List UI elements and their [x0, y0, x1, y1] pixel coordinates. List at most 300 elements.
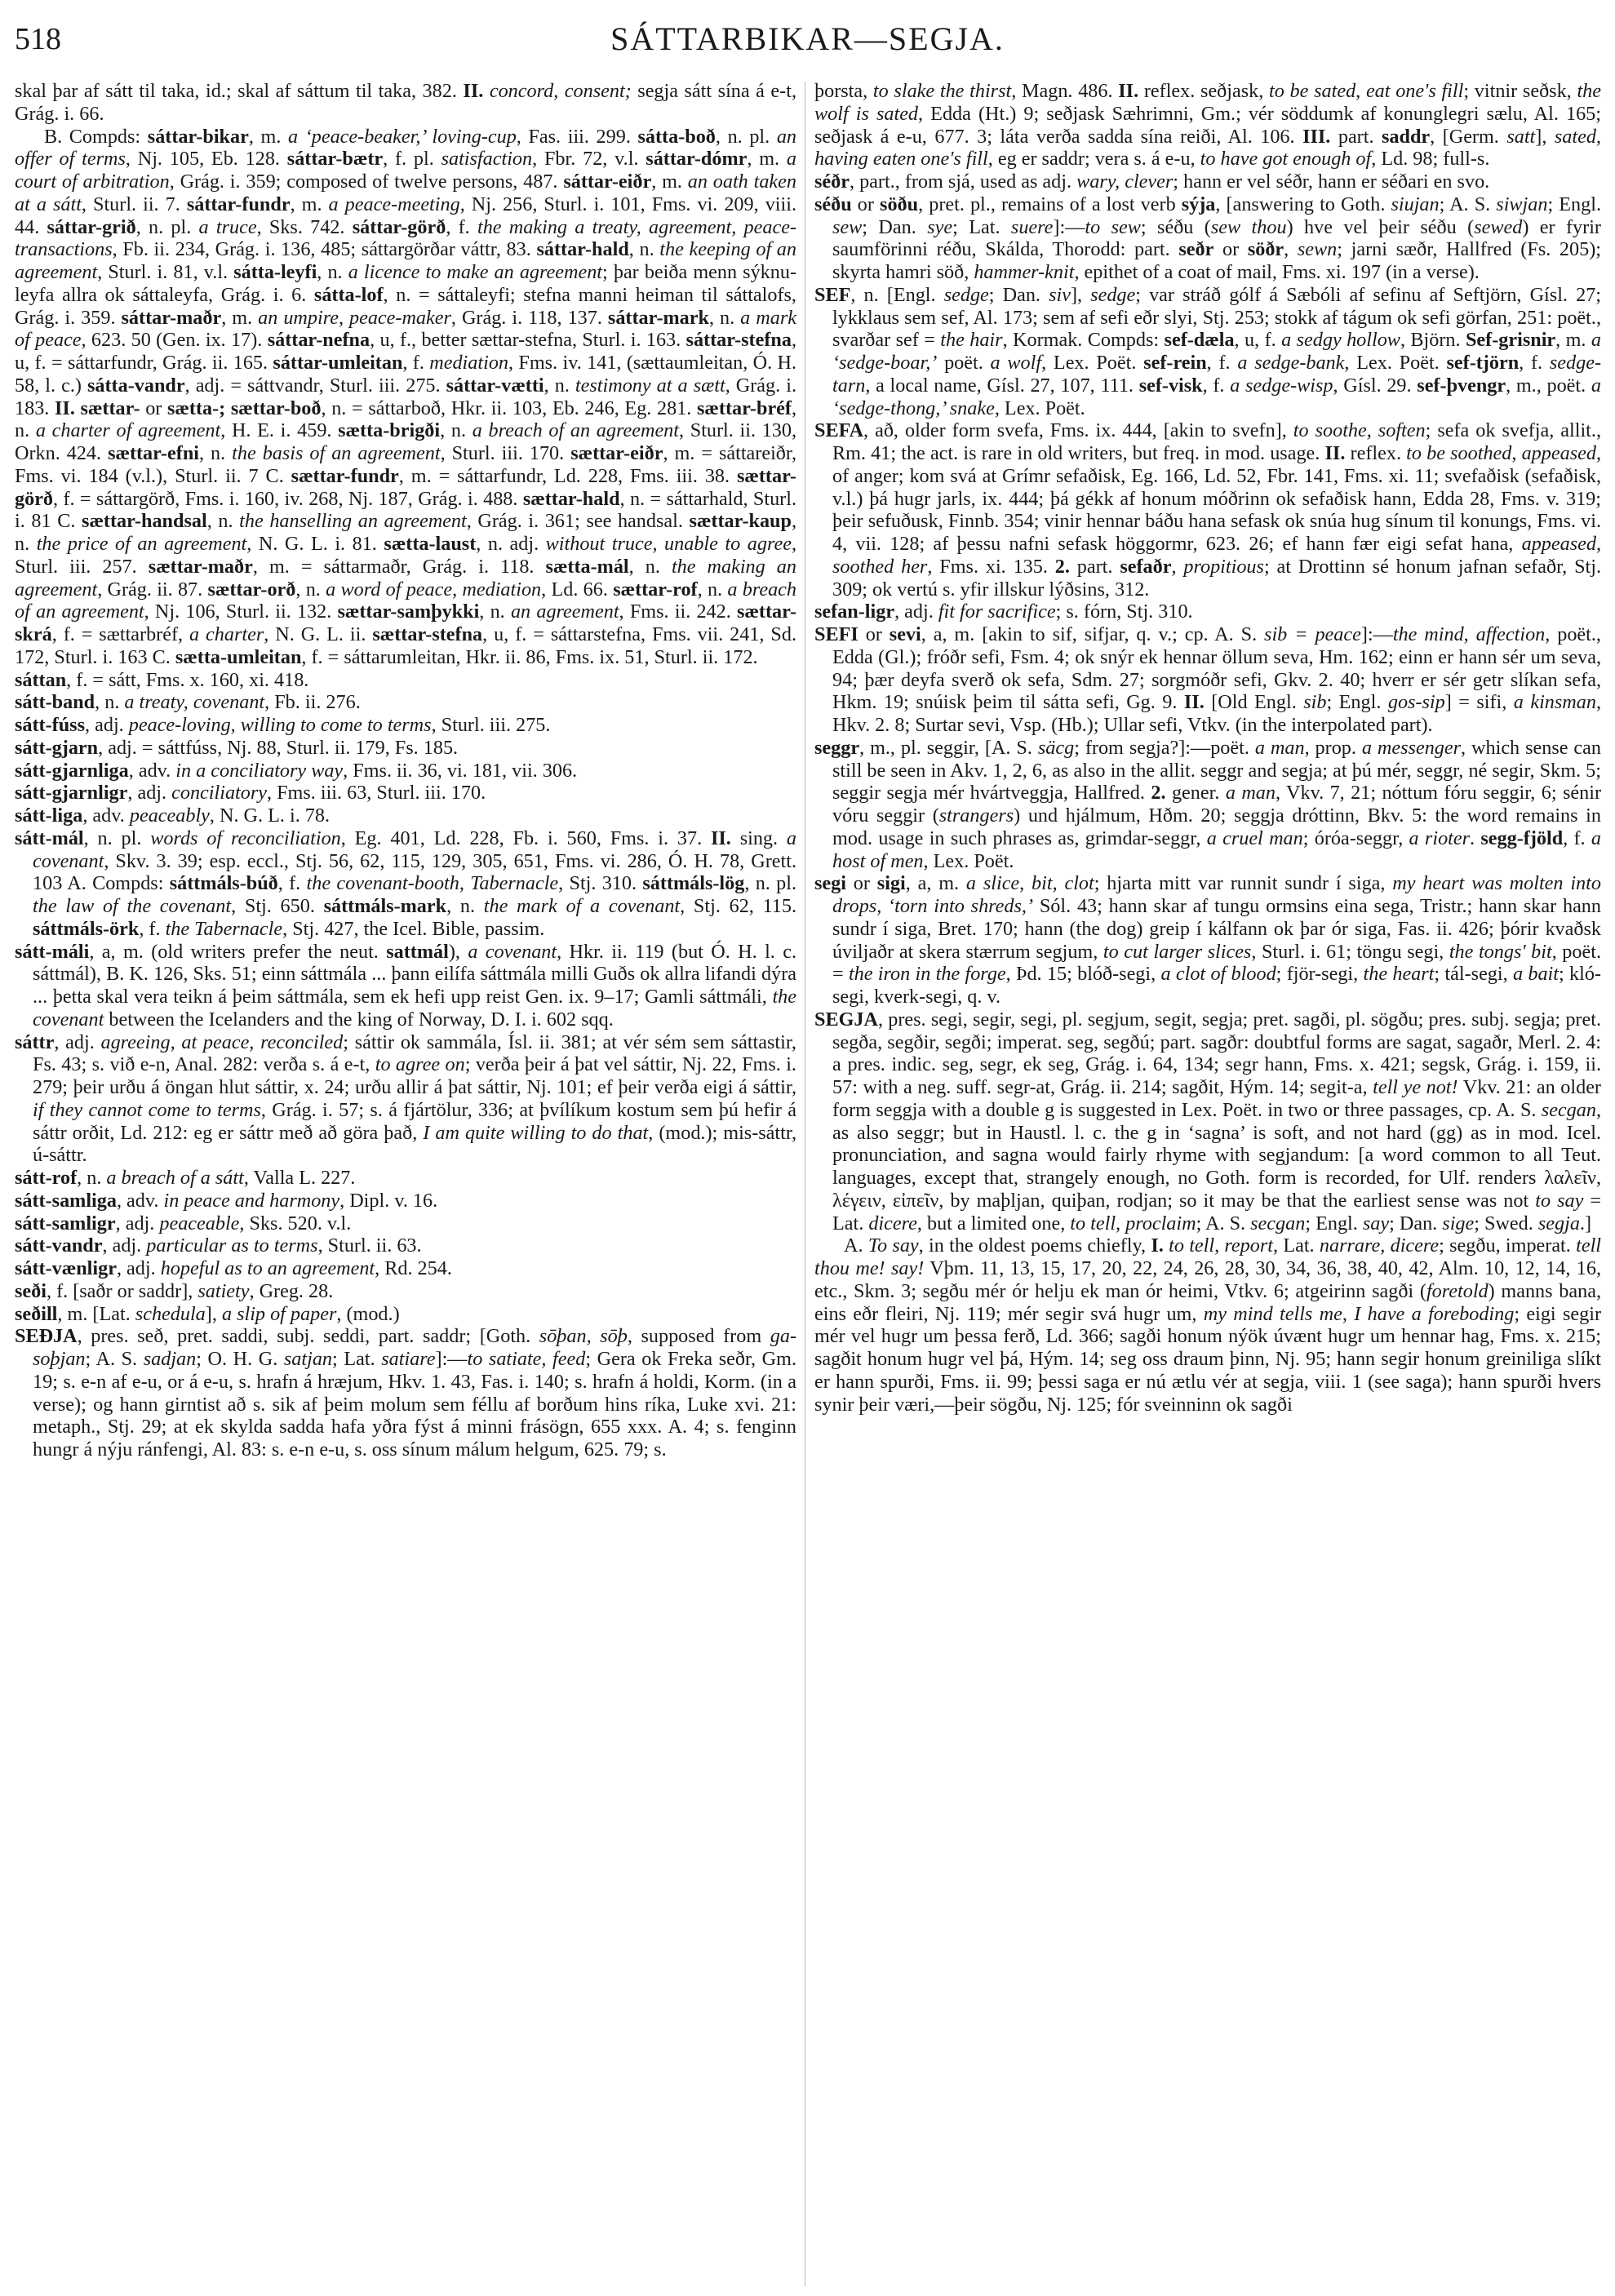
definition: the iron in the forge: [848, 963, 1006, 986]
entry-text: , Stj. 62, 115.: [680, 895, 797, 917]
headword: sátt-mál: [15, 827, 84, 849]
entry-text: , Sturl. iii. 170.: [440, 442, 571, 464]
entry-text: ; fjör-segi,: [1276, 963, 1364, 986]
headword: seggr: [814, 736, 860, 759]
definition: a slice, bit, clot: [965, 872, 1094, 895]
headword: sættar-handsal: [82, 510, 207, 533]
headword: sef-rein: [1143, 352, 1207, 374]
definition: siv: [1049, 283, 1071, 306]
definition: sewn: [1297, 238, 1338, 261]
definition: sōþan, sōþ: [539, 1325, 628, 1348]
headword: sátta-lof: [313, 283, 384, 306]
definition: the price of an agreement: [36, 533, 247, 555]
headword: SEÐJA: [15, 1325, 78, 1348]
definition: secgan: [1541, 1098, 1596, 1121]
entry-text: ; Dan.: [988, 283, 1049, 306]
entry-text: , part., from sjá, used as adj.: [849, 171, 1077, 193]
entry-text: or: [851, 193, 881, 215]
headword: sáttar-maðr: [121, 306, 222, 329]
definition: a ‘sedge-boar,’: [832, 329, 1601, 374]
definition: to cut larger slices: [1103, 940, 1252, 963]
entry-text: , Sturl. iii. 275.: [431, 714, 551, 736]
entry-text: ; þar beiða menn sýknu-leyfa allra ok sáttaleyfa, Grág. i. 6.: [15, 261, 797, 306]
dictionary-entry: [15, 1325, 796, 1461]
definition: a ‘peace-beaker,’ loving-cup: [287, 125, 517, 148]
headword: sætta-; sættar-boð: [167, 397, 322, 419]
entry-text: , Edda (Ht.) 9; seðjask Sæhrimni, Gm.; vér söddumk af konunglegri sælu, Al. 165; seðjask á e-u, 677. 3; láta verða sadda sína reiði, Al. 106.: [814, 102, 1601, 148]
definition: schedula: [135, 1302, 206, 1325]
entry-text: , f.: [446, 215, 477, 238]
entry-text: ,: [1171, 555, 1184, 578]
definition: an umpire, peace-maker: [258, 306, 451, 329]
headword: sáttr: [15, 1031, 55, 1053]
entry-text: ; sefa ok svefja, allit., Rm. 41; the act. is rare in old writers, but freq. in mod. usage.: [832, 419, 1601, 464]
definition: To say: [867, 1234, 919, 1257]
headword: segi: [814, 872, 846, 895]
entry-text: ; séðu (: [1140, 215, 1211, 238]
definition: the hair: [940, 329, 1003, 352]
headword: sátt-liga: [15, 804, 83, 827]
entry-text: , u, f. = sáttarstefna, Fms. vii. 241, Sd. 172, Sturl. i. 163 C.: [15, 623, 796, 668]
headword: sáttar-dómr: [646, 148, 748, 171]
headword: seði: [15, 1279, 47, 1302]
entry-text: ]:—: [1053, 215, 1085, 238]
entry-text: , n. pl.: [135, 215, 199, 238]
definition: a kinsman: [1513, 691, 1596, 714]
definition: säcg: [1037, 736, 1075, 759]
entry-text: , Kormak. Compds:: [1002, 329, 1165, 352]
entry-text: , Sks. 742.: [256, 215, 353, 238]
entry-text: , (mod.): [336, 1302, 400, 1325]
entry-text: , Stj. 310.: [558, 872, 643, 895]
dictionary-entry: [814, 737, 1601, 873]
entry-text: ; var stráð gólf á Sæbóli af sefinu af Seftjörn, Gísl. 27; lykklaus sem sef, Al. 173; sem af sefi eðr slyi, Stj. 253; stokk af tágum ok sefi görfan, 251: poët., svarðar sef =: [832, 283, 1601, 352]
entry-text: , (mod.); mis-sáttr, ú-sáttr.: [33, 1121, 796, 1167]
entry-text: , pres. segi, segir, segi, pl. segjum, segit, segja; pret. sagði, pl. sögðu; pres. subj. segja; pret. segða, segðir, segði; imperat. seg, segðú; part. sagðr: doubtful forms are sagat, sagaðr, Merl. 2. 4: a pres. indic. seg, segr, ek seg, Grág. i. 64, 134; segr hann, Fms. x. 421; segsk, Grág. i. 159, ii. 57: with a neg. suff. segr-at, Grág. ii. 214; sagðit, Hým. 14; segit-a,: [832, 1008, 1601, 1098]
entry-text: ,: [1284, 238, 1298, 261]
entry-text: , m.: [651, 171, 688, 193]
entry-text: , m., poët.: [1506, 374, 1591, 397]
entry-text: , adj. = sáttfúss, Nj. 88, Sturl. ii. 179, Fs. 185.: [98, 736, 459, 759]
definition: a mark of peace: [15, 306, 796, 352]
headword: sáttar-stefna: [685, 329, 792, 352]
entry-text: part.: [1076, 555, 1120, 578]
definition: sew: [832, 215, 863, 238]
definition: my mind tells me, I have a foreboding: [1203, 1302, 1515, 1325]
entry-text: B. Compds:: [44, 125, 148, 148]
entry-text: ; hann er vel séðr, hann er séðari en svo.: [1173, 171, 1490, 193]
definition: a word of peace, mediation: [326, 578, 542, 601]
headword: sátt-gjarnliga: [15, 759, 129, 782]
entry-text: , Fms. ii. 36, vi. 181, vii. 306.: [343, 759, 578, 782]
entry-text: , m. = sáttarmaðr, Grág. i. 118.: [252, 555, 546, 578]
headword: séðu: [814, 193, 852, 215]
entry-text: between the Icelanders and the king of Norway, D. I. i. 602 sqq.: [104, 1008, 614, 1031]
definition: satisfaction: [441, 148, 533, 171]
right-column: [814, 80, 1601, 1416]
entry-text: ; Engl.: [1326, 691, 1388, 714]
definition: strangers: [938, 804, 1014, 827]
entry-text: ; Gera ok Freka seðr, Gm. 19; s. e-n af e-u, or á e-u, s. hrafn á hræjum, Hkv. 1. 43, Fas. i. 140; s. hrafn á holdi, Korm. (in a verse); og hann girntist að s. sik af þeim molum sem féllu af borðum hins ríka, Luke xvi. 21: metaph., Stj. 29; at ek skylda sadda hafa yðra fýst á minni frásögn, 655 xxx. A. 4; s. fenginn hungr á nýju ránfengi, Al. 83: s. e-n e-u, s. oss sínum málum helgum, 625. 79; s.: [33, 1348, 797, 1460]
entry-text: , adv.: [116, 1189, 164, 1212]
headword: sátta-vandr: [87, 374, 185, 397]
headword: séðr: [814, 171, 850, 193]
running-head: SÁTTARBIKAR—SEGJA.: [610, 20, 1005, 57]
entry-text: , Sturl. ii. 130, Orkn. 424.: [15, 419, 797, 464]
entry-text: , Greg. 28.: [249, 1279, 334, 1302]
headword: sætta-brigði: [338, 419, 441, 442]
entry-text: , but a limited one,: [916, 1212, 1071, 1234]
definition: my heart was molten into drops, ‘torn into shreds,’: [832, 872, 1601, 917]
entry-text: , adj.: [54, 1031, 101, 1053]
entry-text: , poët. =: [832, 940, 1602, 986]
entry-text: , n. pl.: [715, 125, 777, 148]
entry-text: , which sense can still be seen in Akv. 1, 2, 6, as also in the allit. seggr and segja; at þú mér, seggr, né segir, Skm. 5; seggir segja mér hvártveggja, Hallfred.: [832, 736, 1602, 804]
definition: a clot of blood: [1160, 963, 1276, 986]
entry-text: , adj.: [102, 1234, 147, 1257]
definition: to sew: [1085, 215, 1141, 238]
entry-text: ; Engl.: [1305, 1212, 1363, 1234]
dictionary-entry: [15, 782, 796, 804]
headword: sáttar-vætti: [446, 374, 544, 397]
entry-text: reflex. seðjask,: [1143, 80, 1270, 102]
dictionary-entry: [814, 601, 1601, 623]
headword: sef-tjörn: [1446, 352, 1520, 374]
entry-text: .]: [1579, 1212, 1592, 1234]
definition: foretold: [1426, 1279, 1489, 1302]
headword: sátt-samligr: [15, 1212, 116, 1234]
entry-text: ) und hjálmum, Hðm. 20; seggja dróttinn, Bkv. 5: the word remains in mod. usage in such phrases as, grimdar-seggr,: [832, 804, 1601, 849]
definition: an oath taken at a sátt: [15, 171, 796, 215]
entry-text: , Rd. 254.: [375, 1257, 452, 1279]
entry-text: , n. = sáttaleyfi; stefna manni heiman til sáttalofs, Grág. i. 359.: [15, 283, 796, 329]
definition: a sedgy hollow: [1281, 329, 1400, 352]
definition: without truce, unable to agree: [545, 533, 792, 555]
definition: satiare: [381, 1348, 436, 1370]
entry-text: poët.: [937, 352, 991, 374]
definition: the Tabernacle: [165, 917, 283, 940]
definition: the tongs' bit: [1449, 940, 1552, 963]
definition: a treaty, covenant: [124, 691, 265, 714]
headword: segg-fjöld: [1480, 827, 1564, 849]
headword: sáttan: [15, 668, 67, 691]
entry-text: , m. = sáttareiðr, Fms. vi. 184 (v.l.), Sturl. ii. 7 C.: [15, 442, 797, 487]
entry-text: , f.: [1206, 352, 1238, 374]
entry-text: , Fms. iii. 63, Sturl. iii. 170.: [267, 782, 486, 804]
definition: sedge-tarn: [832, 352, 1602, 397]
headword: sátt-gjarnligr: [15, 782, 128, 804]
dictionary-entry: [814, 1234, 1601, 1416]
entry-text: , Stj. 427, the Icel. Bible, passim.: [282, 917, 545, 940]
entry-text: , adj.: [116, 1257, 161, 1279]
headword: II.: [1183, 691, 1212, 714]
definition: agreeing, at peace, reconciled: [100, 1031, 344, 1053]
entry-text: , Fas. iii. 299.: [516, 125, 638, 148]
entry-text: , n. = sáttarhald, Sturl. i. 81 C.: [15, 487, 796, 533]
definition: sib: [1303, 691, 1327, 714]
definition: siujan: [1391, 193, 1440, 215]
headword: sef-þvengr: [1417, 374, 1506, 397]
definition: dicere: [868, 1212, 917, 1234]
dictionary-entry: [15, 1190, 796, 1212]
dictionary-entry: [15, 941, 796, 1031]
headword: sættar-orð: [207, 578, 296, 601]
definition: sib = peace: [1264, 623, 1361, 645]
entry-text: [Old Engl.: [1211, 691, 1304, 714]
entry-text: , m.: [1555, 329, 1591, 352]
entry-text: ; hjarta mitt var runnit sundr í siga,: [1094, 872, 1393, 895]
definition: an offer of terms: [15, 125, 796, 171]
entry-text: ],: [1070, 283, 1091, 306]
entry-text: gener.: [1171, 782, 1226, 804]
entry-text: , Sks. 520. v.l.: [239, 1212, 352, 1234]
entry-text: , [Germ.: [1430, 125, 1507, 148]
entry-text: , Nj. 105, Eb. 128.: [125, 148, 287, 171]
dictionary-entry: [814, 284, 1601, 420]
entry-text: , Sturl. ii. 7.: [81, 193, 187, 215]
headword: sátt-rof: [15, 1167, 78, 1189]
entry-text: , n. [Engl.: [850, 283, 944, 306]
headword: sátt-samliga: [15, 1189, 117, 1212]
entry-text: , adj. = sáttvandr, Sturl. iii. 275.: [184, 374, 446, 397]
entry-text: , Dipl. v. 16.: [339, 1189, 438, 1212]
definition: propitious: [1183, 555, 1264, 578]
entry-text: , n.: [544, 374, 575, 397]
dictionary-entry: [15, 737, 796, 760]
definition: in peace and harmony: [163, 1189, 340, 1212]
dictionary-entry: [15, 760, 796, 782]
headword: sáttmáls-mark: [323, 895, 447, 917]
headword: sættar-maðr: [148, 555, 253, 578]
definition: a bait: [1512, 963, 1559, 986]
entry-text: ; A. S.: [85, 1348, 144, 1370]
entry-text: , Eg. 401, Ld. 228, Fb. i. 560, Fms. i. 37.: [340, 827, 711, 849]
entry-text: , f.: [1563, 827, 1591, 849]
entry-text: , n.: [317, 261, 348, 283]
entry-text: ) er fyrir saumförinni réðu, Skálda, Thorodd: part.: [832, 215, 1601, 261]
dictionary-entry: [15, 1280, 796, 1303]
entry-text: , n.: [206, 510, 240, 533]
definition: sew thou: [1210, 215, 1287, 238]
dictionary-entry: [15, 1167, 796, 1190]
definition: a wolf: [990, 352, 1042, 374]
entry-text: or: [845, 872, 877, 895]
definition: mediation: [429, 352, 509, 374]
entry-text: , a, m. [akin to sif, sifjar, q. v.; cp. A. S.: [921, 623, 1265, 645]
entry-text: , adj.: [85, 714, 129, 736]
headword: sáttmáls-örk: [33, 917, 140, 940]
dictionary-entry: [814, 1008, 1601, 1235]
dictionary-entry: [15, 126, 796, 669]
entry-text: ; tál-segi,: [1434, 963, 1513, 986]
entry-text: , Fms. ii. 242.: [619, 601, 738, 623]
entry-text: , n. pl.: [744, 872, 796, 895]
definition: in a conciliatory way: [175, 759, 344, 782]
headword: sefaðr: [1120, 555, 1172, 578]
entry-text: , Hkr. ii. 119 (but Ó. H. l. c. sáttmál), B. K. 126, Sks. 51; einn sáttmála ... þann eilífa sáttmála milli Guðs ok allra lifandi dýra ... þetta skal vera teikn á þeim sáttmála, sem ek hefi upp reist Gen. ix. 9–17; Gamli sáttmáli,: [33, 940, 797, 1008]
headword: sátt-vandr: [15, 1234, 103, 1257]
entry-text: A.: [844, 1234, 868, 1257]
entry-text: , prop.: [1304, 736, 1362, 759]
entry-text: , n.: [697, 578, 728, 601]
definition: a peace-meeting: [328, 193, 460, 215]
definition: segja: [1537, 1212, 1580, 1234]
entry-text: ; A. S.: [1196, 1212, 1251, 1234]
entry-text: , n. = sáttarboð, Hkr. ii. 103, Eb. 246, Eg. 281.: [321, 397, 698, 419]
entry-text: þorsta,: [814, 80, 873, 102]
headword: sátt-fúss: [15, 714, 86, 736]
headword: sátta-boð: [637, 125, 716, 148]
entry-text: or: [1213, 238, 1248, 261]
entry-text: , adj.: [894, 601, 938, 623]
entry-text: ; verða þeir á þat vel sáttir, Nj. 22, Fms. i. 279; þeir urðu á öngan hlut sáttir, x. 24; urðu allir á þat sáttir, Nj. 101; ef þeir verða eigi á sáttir,: [33, 1053, 796, 1098]
headword: II.: [1324, 442, 1351, 464]
dictionary-entry: [814, 623, 1601, 737]
entry-text: = Lat.: [832, 1189, 1601, 1234]
definition: wary, clever: [1076, 171, 1174, 193]
dictionary-entry: [814, 872, 1601, 1008]
entry-text: , a, m.: [905, 872, 966, 895]
entry-text: , Vkv. 7, 21; nóttum fóru seggir, 6; sénir vóru seggir (: [832, 782, 1602, 827]
definition: sige: [1442, 1212, 1475, 1234]
entry-text: , N. G. L. ii.: [264, 623, 373, 645]
entry-text: ; óróa-seggr,: [1302, 827, 1409, 849]
entry-text: ; Engl.: [1547, 193, 1602, 215]
entry-text: , m.: [290, 193, 329, 215]
definition: a truce: [198, 215, 257, 238]
entry-text: , Sturl. iii. 257.: [15, 533, 796, 578]
definition: to soothe, soften: [1293, 419, 1426, 442]
entry-text: , Magn. 486.: [1011, 80, 1119, 102]
entry-text: ]:—: [1360, 623, 1393, 645]
entry-text: ] = sifi,: [1444, 691, 1514, 714]
entry-text: , adv.: [82, 804, 130, 827]
headword: sáttar-nefna: [267, 329, 370, 352]
dictionary-entry: [15, 1031, 796, 1168]
entry-text: ; Swed.: [1474, 1212, 1538, 1234]
entry-text: , Lat.: [1273, 1234, 1320, 1257]
entry-text: , Þd. 15; blóð-segi,: [1005, 963, 1161, 986]
entry-text: , adj.: [115, 1212, 160, 1234]
entry-text: ) manns bana, eins eðr fleiri, Nj. 119; mér segir svá hugr um,: [814, 1279, 1601, 1325]
headword: sefan-ligr: [814, 601, 895, 623]
entry-text: , a, m. (old writers prefer the neut.: [89, 940, 387, 963]
definition: hopeful as to an agreement: [160, 1257, 375, 1279]
entry-text: , Grág. ii. 87.: [97, 578, 208, 601]
headword: 2.: [1054, 555, 1077, 578]
definition: the keeping of an agreement: [15, 238, 796, 283]
entry-text: , n.: [708, 306, 741, 329]
entry-text: , n.: [628, 238, 660, 261]
definition: satjan: [283, 1348, 333, 1370]
definition: sadjan: [143, 1348, 197, 1370]
definition: secgan: [1250, 1212, 1306, 1234]
headword: seðr: [1178, 238, 1214, 261]
entry-text: , Ld. 98; full-s.: [1371, 148, 1490, 171]
entry-text: , Fb. ii. 234, Grág. i. 136, 485; sáttargörðar váttr, 83.: [112, 238, 537, 261]
definition: satiety: [197, 1279, 250, 1302]
entry-text: , f. = sættarbréf,: [51, 623, 190, 645]
definition: a ‘sedge-thong,’ snake: [832, 374, 1601, 419]
definition: fit for sacrifice: [938, 601, 1056, 623]
entry-text: , epithet of a coat of mail, Fms. xi. 197 (in a verse).: [1074, 261, 1480, 283]
dictionary-entry: [814, 193, 1601, 284]
headword: SEFI: [814, 623, 859, 645]
entry-text: Vþm. 11, 13, 15, 17, 20, 22, 24, 26, 28, 30, 34, 36, 38, 40, 42, Alm. 10, 12, 14, 16, etc., Skm. 3; segðu mér ór helju ek man ór heimi, Vtkv. 6; atgeirinn sagði (: [814, 1257, 1601, 1302]
entry-text: , poët., Edda (Gl.); fróðr sefi, Fsm. 4; ok snýr ek hennar öllum seva, Hm. 162; einn er hann sér um seva, 94; þær deyfa sverð ok sefa, Sdm. 27; sorgmóðr sefi, Gkv. 2. 40; hverr er sér getr slíkan sefa, Hkm. 19; snúisk þeim til sátta sefi, Gg. 9.: [832, 623, 1601, 714]
dictionary-entry: [15, 80, 796, 126]
entry-text: , n.: [199, 442, 233, 464]
entry-text: , n.: [15, 397, 797, 442]
definition: particular as to terms: [146, 1234, 318, 1257]
entry-text: , H. E. i. 459.: [220, 419, 339, 442]
entry-text: ; s. fórn, Stj. 310.: [1055, 601, 1193, 623]
definition: to tell, proclaim: [1070, 1212, 1196, 1234]
entry-text: , f.: [1202, 374, 1231, 397]
definition: conciliatory: [171, 782, 267, 804]
entry-text: ),: [448, 940, 468, 963]
entry-text: , Grág. i. 359; composed of twelve persons, 487.: [169, 171, 564, 193]
headword: sættar-stefna: [372, 623, 483, 645]
entry-text: , N. G. L. i. 78.: [209, 804, 331, 827]
headword: sigi: [876, 872, 906, 895]
definition: testimony at a sætt: [575, 374, 725, 397]
entry-text: , f.: [139, 917, 166, 940]
headword: sætta-laust: [384, 533, 477, 555]
headword: sátt-gjarn: [15, 736, 99, 759]
entry-text: skal þar af sátt til taka, id.; skal af sáttum til taka, 382.: [15, 80, 464, 102]
entry-text: sing.: [739, 827, 787, 849]
entry-text: , n.: [440, 419, 473, 442]
entry-text: , supposed from: [627, 1325, 770, 1348]
headword: sáttar-fundr: [186, 193, 291, 215]
headword: sattmál: [386, 940, 449, 963]
entry-text: ; jarni sæðr, Hallfred (Fs. 205); skyrta hamri söð,: [832, 238, 1601, 283]
definition: tell thou me! say!: [814, 1234, 1602, 1279]
definition: a covenant: [468, 940, 557, 963]
definition: a charter of agreement: [35, 419, 221, 442]
entry-text: , N. G. L. i. 81.: [246, 533, 384, 555]
definition: an agreement: [510, 601, 619, 623]
headword: II.: [1118, 80, 1144, 102]
entry-text: ; segðu, imperat.: [1439, 1234, 1577, 1257]
headword: sátta-leyfi: [233, 261, 317, 283]
headword: III.: [1302, 125, 1338, 148]
definition: to be sated, eat one's fill: [1269, 80, 1464, 102]
headword: sættar-skrá: [15, 601, 797, 645]
headword: sættar-görð: [15, 464, 796, 510]
headword: sættar-efni: [108, 442, 200, 464]
headword: sætta-mál: [545, 555, 629, 578]
headword: sef-dæla: [1164, 329, 1235, 352]
entry-text: , Lex. Poët.: [1344, 352, 1447, 374]
entry-text: , f.: [402, 352, 430, 374]
headword: söðr: [1247, 238, 1284, 261]
definition: a covenant: [33, 827, 796, 872]
definition: to satiate, feed: [467, 1348, 586, 1370]
entry-text: ; eigi segir mér vel hugr um þessa ferð, Ld. 366; sagði honum nýök úvænt hugr um hennar hag, Fms. x. 215; sagðit honum hugr vel þá, Hým. 14; seg oss draum þinn, Nj. 95; hann segir honum greiniliga slíkt er hann spurði, Fms. ii. 99; þessi saga er nú ætlu vér at segja, viii. 1 (see saga); hann spurði hvers synir þeir væri,—þeir sögðu, Nj. 125; fór sveinninn ok sagði: [814, 1302, 1602, 1416]
entry-text: ; vitnir seðsk,: [1463, 80, 1577, 102]
definition: appeased, soothed her: [832, 533, 1601, 578]
definition: satt: [1506, 125, 1536, 148]
entry-text: part.: [1338, 125, 1382, 148]
definition: the mind, affection: [1392, 623, 1546, 645]
definition: to be soothed, appeased: [1406, 442, 1596, 464]
entry-text: , n.: [77, 1167, 107, 1189]
headword: II.: [463, 80, 490, 102]
definition: a man: [1225, 782, 1276, 804]
definition: sedge: [943, 283, 989, 306]
